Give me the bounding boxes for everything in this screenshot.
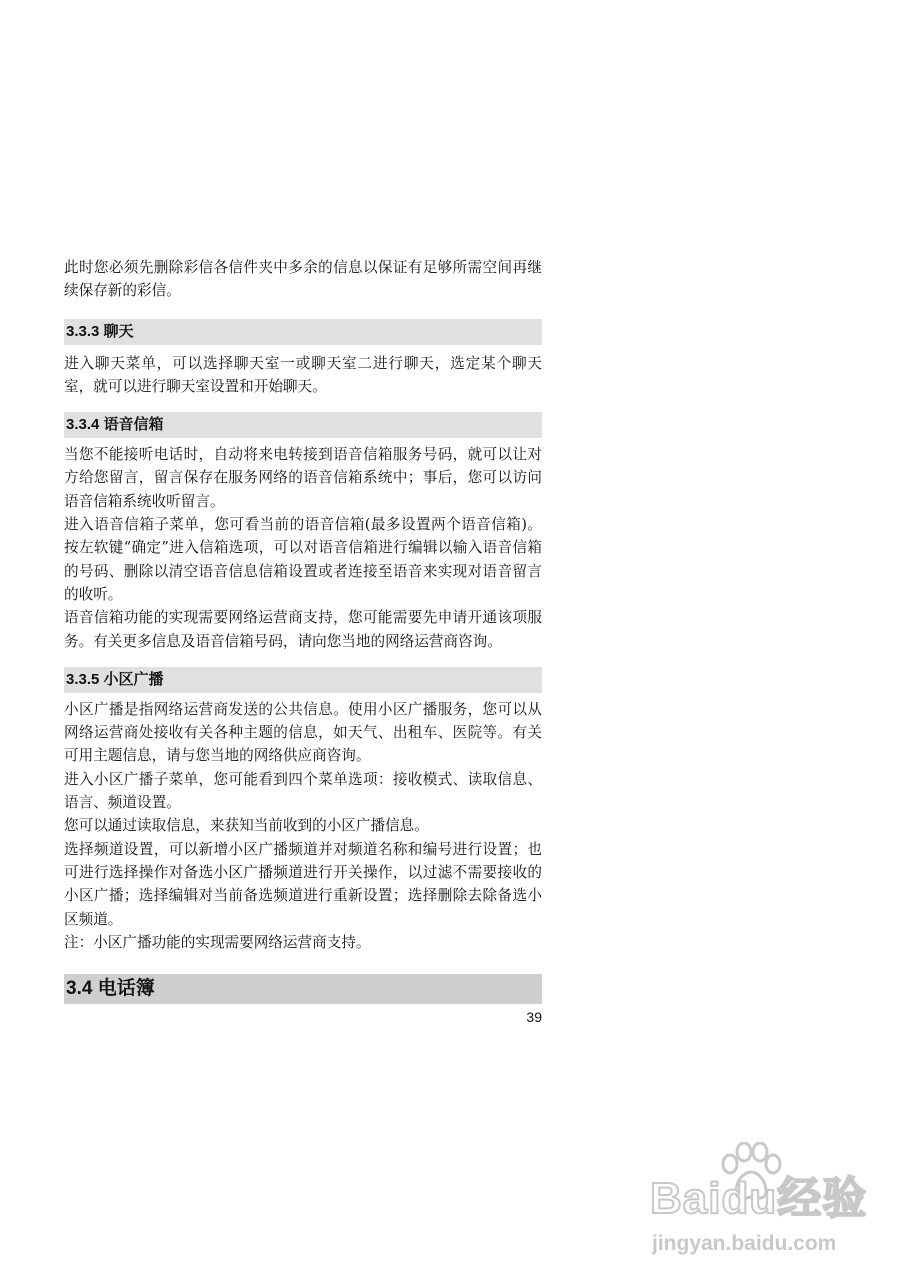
chapter-heading: 3.4 电话簿: [64, 974, 542, 1004]
section-voicemail: [64, 412, 542, 653]
intro-paragraph: 此时您必须先删除彩信各信件夹中多余的信息以保证有足够所需空间再继续保存新的彩信。: [64, 259, 542, 300]
section-heading: 3.3.5 小区广播: [64, 667, 542, 693]
section-paragraph: 进入聊天菜单，可以选择聊天室一或聊天室二进行聊天，选定某个聊天室，就可以进行聊天室设置和开始聊天。: [64, 354, 542, 395]
section-paragraph: 进入语音信箱子菜单，您可看当前的语音信箱(最多设置两个语音信箱)。按左软键“确定”进入信箱选项，可以对语音信箱进行编辑以输入语音信箱的号码、删除以清空语音信息信箱设置或者连接至语音来实现对语音留言的收听。: [64, 516, 542, 603]
section-paragraph: 语音信箱功能的实现需要网络运营商支持，您可能需要先申请开通该项服务。有关更多信息及语音信箱号码，请向您当地的网络运营商咨询。: [64, 609, 542, 650]
section-heading: 3.3.3 聊天: [64, 319, 542, 345]
watermark-brand: Baidu经验: [650, 1174, 868, 1223]
section-paragraph: 注：小区广播功能的实现需要网络运营商支持。: [64, 933, 371, 951]
section-paragraph: 您可以通过读取信息，来获知当前收到的小区广播信息。: [64, 817, 429, 835]
section-heading: 3.3.4 语音信箱: [64, 412, 542, 438]
section-paragraph: 小区广播是指网络运营商发送的公共信息。使用小区广播服务，您可以从网络运营商处接收有关各种主题的信息，如天气、出租车、医院等。有关可用主题信息，请与您当地的网络供应商咨询。: [64, 700, 542, 765]
baidu-watermark: [650, 1140, 890, 1265]
section-paragraph: 当您不能接听电话时，自动将来电转接到语音信箱服务号码，就可以让对方给您留言，留言保存在服务网络的语音信箱系统中；事后，您可以访问语音信箱系统收听留言。: [64, 446, 542, 510]
section-chat: [64, 319, 542, 399]
page-number: 39: [526, 1009, 542, 1025]
section-paragraph: 选择频道设置，可以新增小区广播频道并对频道名称和编号进行设置；也可进行选择操作对备选小区广播频道进行开关操作，以过滤不需要接收的小区广播；选择编辑对当前备选频道进行重新设置；选择删除去除备选小区频道。: [64, 840, 542, 928]
section-cell-broadcast: [64, 667, 542, 954]
section-phonebook: [64, 974, 542, 1004]
document-page: [64, 256, 542, 1004]
watermark-url: jingyan.baidu.com: [652, 1232, 837, 1255]
section-paragraph: 进入小区广播子菜单，您可能看到四个菜单选项：接收模式、读取信息、语言、频道设置。: [64, 770, 542, 812]
